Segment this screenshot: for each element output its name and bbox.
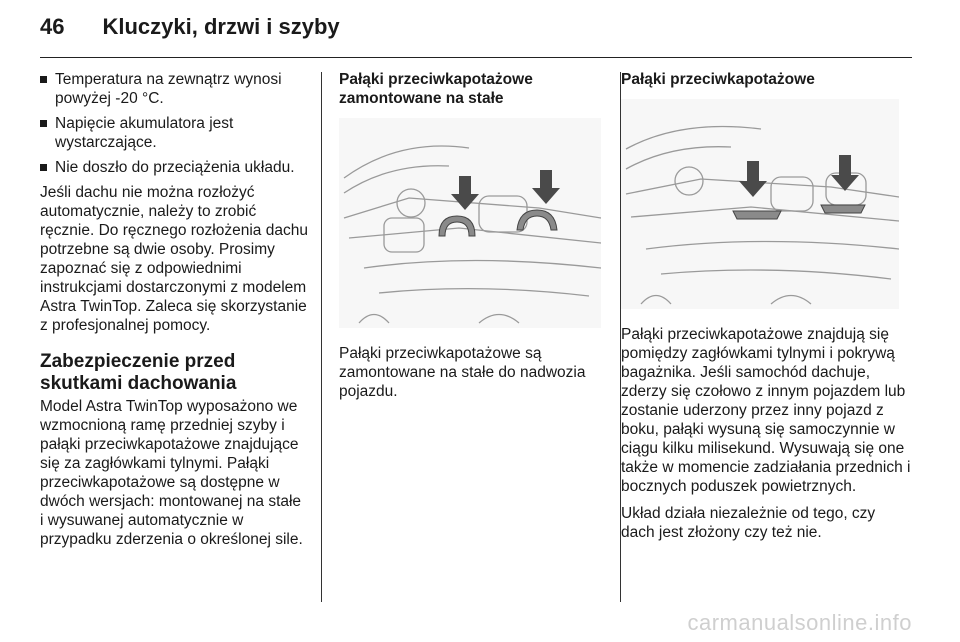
manual-unfold-paragraph: Jeśli dachu nie można rozłożyć automatycznie, należy to zrobić ręcznie. Do ręcznego rozłożenia dachu potrzebne są dwie osoby. Prosimy zapoznać się z odpowiednimi instrukcjami dostarczonymi z modelem Astra TwinTop. Zaleca się skorzystanie z profesjonalnej pomocy. (40, 184, 308, 334)
page-number: 46 (40, 14, 65, 39)
page-title: Kluczyki, drzwi i szyby (102, 14, 340, 39)
page-header (40, 14, 340, 40)
conditions-list (40, 70, 308, 177)
deployable-rollbar-illustration (621, 99, 899, 309)
figure-title-fixed: Pałąki przeciwkapotażowe zamontowane na stałe (339, 71, 533, 107)
column-middle (339, 70, 607, 409)
fixed-rollbar-paragraph: Pałąki przeciwkapotażowe są zamontowane na stałe do nadwozia pojazdu. (339, 345, 586, 400)
figure-title-deployable: Pałąki przeciwkapotażowe (621, 71, 815, 88)
column-left (40, 70, 308, 557)
watermark: carmanualsonline.info (687, 610, 912, 635)
column-divider-1 (321, 72, 322, 602)
list-item: Temperatura na zewnątrz wynosi powyżej -20 °C. (40, 70, 308, 108)
header-rule (40, 57, 912, 58)
list-item: Nie doszło do przeciążenia układu. (40, 158, 308, 177)
list-item: Napięcie akumulatora jest wystarczające. (40, 114, 308, 152)
column-right (621, 70, 911, 550)
section-heading: Zabezpieczenie przed skutkami dachowania (40, 351, 237, 394)
independent-operation-paragraph: Układ działa niezależnie od tego, czy dach jest złożony czy też nie. (621, 505, 876, 541)
deployable-rollbar-paragraph: Pałąki przeciwkapotażowe znajdują się pomiędzy zagłówkami tylnymi i pokrywą bagażnika. Jeśli samochód dachuje, zderzy się czołowo z innym pojazdem lub zostanie uderzony przez inny pojazd z boku, pałąki wysuną się samoczynnie w ciągu kilku milisekund. Wysuwają się one także w momencie zadziałania przednich i bocznych poduszek powietrznych. (621, 326, 911, 495)
rollover-protection-paragraph: Model Astra TwinTop wyposażono we wzmocnioną ramę przedniej szyby i pałąki przeciwkapotażowe znajdujące się za zagłówkami tylnymi. Pałąki przeciwkapotażowe są dostępne w dwóch wersjach: montowanej na stałe i wysuwanej automatycznie w przypadku zderzenia o określonej sile. (40, 398, 303, 548)
fixed-rollbar-illustration (339, 118, 601, 328)
